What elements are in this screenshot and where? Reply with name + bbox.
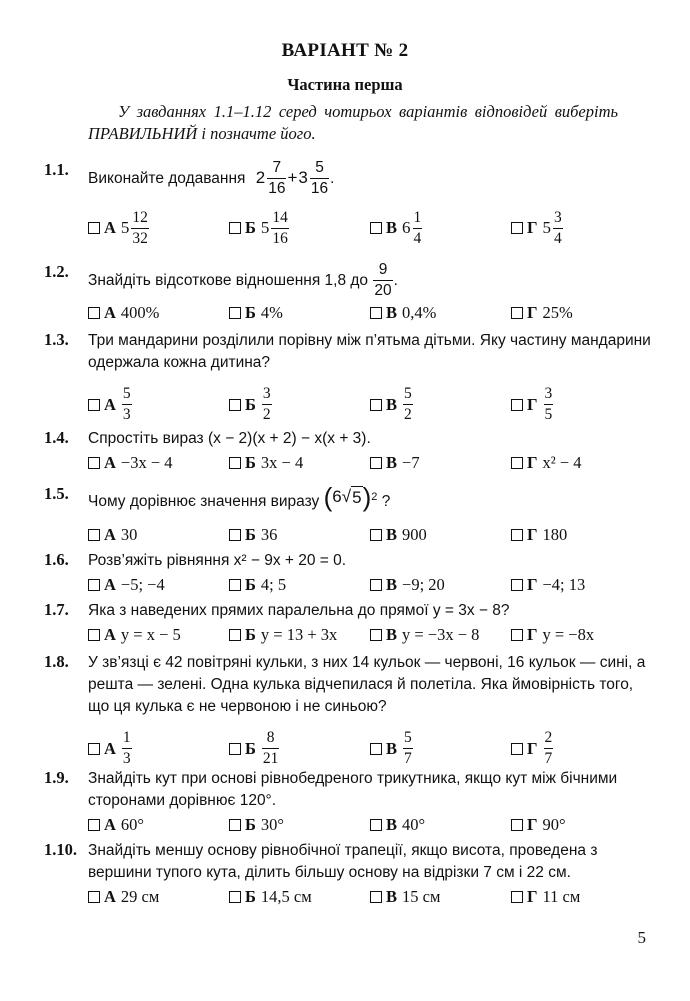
option-d[interactable]: Г 90° <box>511 815 566 835</box>
checkbox[interactable] <box>511 629 523 641</box>
option-a[interactable]: А 60° <box>88 815 144 835</box>
checkbox[interactable] <box>88 529 100 541</box>
option-c[interactable]: В y = −3x − 8 <box>370 625 479 645</box>
option-c[interactable]: В −9; 20 <box>370 575 445 595</box>
checkbox[interactable] <box>511 399 523 411</box>
checkbox[interactable] <box>370 222 382 234</box>
checkbox[interactable] <box>511 819 523 831</box>
answer-options <box>88 525 654 549</box>
task-1-7 <box>44 600 654 649</box>
option-d[interactable]: Г 25% <box>511 303 573 323</box>
checkbox[interactable] <box>229 222 241 234</box>
task-number: 1.4. <box>44 428 69 447</box>
checkbox[interactable] <box>370 743 382 755</box>
checkbox[interactable] <box>229 743 241 755</box>
option-d[interactable]: Г $\frac{3}{5}$ <box>511 386 554 424</box>
checkbox[interactable] <box>229 307 241 319</box>
task-text: Знайдіть меншу основу рівнобічної трапеції, якщо висота, проведена з вершини тупого кута, ділить більшу основу на відрізки 7 см і 22 см. <box>88 842 598 881</box>
option-a[interactable]: А y = x − 5 <box>88 625 181 645</box>
task-1-10 <box>44 840 654 911</box>
checkbox[interactable] <box>370 891 382 903</box>
option-c[interactable]: В 40° <box>370 815 425 835</box>
option-b[interactable]: Б 30° <box>229 815 284 835</box>
checkbox[interactable] <box>88 629 100 641</box>
option-d[interactable]: Г 180 <box>511 525 567 545</box>
task-text: Виконайте додавання <box>88 169 246 187</box>
option-b[interactable]: Б $\frac{3}{2}$ <box>229 386 273 424</box>
page-number: 5 <box>637 928 646 947</box>
checkbox[interactable] <box>511 579 523 591</box>
option-a[interactable]: А 29 см <box>88 887 159 907</box>
option-c[interactable]: В 900 <box>370 525 427 545</box>
answer-options <box>88 625 654 649</box>
task-number: 1.6. <box>44 550 69 569</box>
answer-options <box>88 303 654 327</box>
task-text: Яка з наведених прямих паралельна до прямої y = 3x − 8? <box>88 602 510 619</box>
option-d[interactable]: Г −4; 13 <box>511 575 585 595</box>
option-b[interactable]: Б 5 $\frac{14}{16}$ <box>229 210 290 248</box>
option-a[interactable]: А −3x − 4 <box>88 453 173 473</box>
checkbox[interactable] <box>229 819 241 831</box>
instructions: У завданнях 1.1–1.12 серед чотирьох варіантів відповідей виберіть ПРАВИЛЬНИЙ і позначте його. <box>88 102 618 143</box>
answer-options <box>88 575 654 599</box>
option-d[interactable]: Г x² − 4 <box>511 453 582 473</box>
task-1-2: 1.2. Знайдіть відсоткове відношення 1,8 до $\frac{9}{20}$ . А 400% Б 4% В 0,4% Г 25% <box>44 262 654 327</box>
option-c[interactable]: В 6 $\frac{1}{4}$ <box>370 210 423 248</box>
radical-expression: ( 6 √ 5 ) 2 <box>323 482 378 512</box>
task-1-5: 1.5. Чому дорівнює значення виразу ( 6 √ 5 ) 2 ? А 30 Б 36 В 900 Г 180 <box>44 484 654 549</box>
checkbox[interactable] <box>511 307 523 319</box>
checkbox[interactable] <box>229 457 241 469</box>
option-d[interactable]: Г 5 $\frac{3}{4}$ <box>511 210 564 248</box>
checkbox[interactable] <box>88 743 100 755</box>
part-subtitle: Частина перша <box>287 75 403 94</box>
checkbox[interactable] <box>229 399 241 411</box>
option-b[interactable]: Б 3x − 4 <box>229 453 303 473</box>
checkbox[interactable] <box>370 529 382 541</box>
checkbox[interactable] <box>370 457 382 469</box>
task-text: Розв’яжіть рівняння x² − 9x + 20 = 0. <box>88 552 347 569</box>
checkbox[interactable] <box>88 222 100 234</box>
task-text: Спростіть вираз (x − 2)(x + 2) − x(x + 3). <box>88 430 371 447</box>
task-number: 1.1. <box>44 160 69 179</box>
option-d[interactable]: Г $\frac{2}{7}$ <box>511 730 554 768</box>
option-a[interactable]: А −5; −4 <box>88 575 165 595</box>
checkbox[interactable] <box>88 891 100 903</box>
option-a[interactable]: А 30 <box>88 525 137 545</box>
option-b[interactable]: Б $\frac{8}{21}$ <box>229 730 280 768</box>
task-number: 1.2. <box>44 262 69 281</box>
variant-title: ВАРІАНТ № 2 <box>281 40 409 61</box>
checkbox[interactable] <box>511 743 523 755</box>
task-number: 1.5. <box>44 484 69 503</box>
checkbox[interactable] <box>88 579 100 591</box>
checkbox[interactable] <box>88 399 100 411</box>
checkbox[interactable] <box>88 819 100 831</box>
checkbox[interactable] <box>88 307 100 319</box>
checkbox[interactable] <box>229 529 241 541</box>
task-text: Знайдіть відсоткове відношення 1,8 до <box>88 271 369 289</box>
task-1-3 <box>44 330 654 434</box>
option-c[interactable]: В 15 см <box>370 887 440 907</box>
task-number: 1.3. <box>44 330 69 349</box>
option-d[interactable]: Г y = −8x <box>511 625 594 645</box>
checkbox[interactable] <box>511 222 523 234</box>
checkbox[interactable] <box>511 457 523 469</box>
option-c[interactable]: В $\frac{5}{2}$ <box>370 386 414 424</box>
option-c[interactable]: В 0,4% <box>370 303 436 323</box>
checkbox[interactable] <box>511 891 523 903</box>
checkbox[interactable] <box>370 307 382 319</box>
checkbox[interactable] <box>370 579 382 591</box>
checkbox[interactable] <box>370 399 382 411</box>
option-a[interactable]: А 5 $\frac{12}{32}$ <box>88 210 150 248</box>
task-number: 1.7. <box>44 600 69 619</box>
option-b[interactable]: Б 14,5 см <box>229 887 312 907</box>
task-number: 1.10. <box>44 840 77 859</box>
option-b[interactable]: Б 4% <box>229 303 283 323</box>
answer-options <box>88 815 654 839</box>
option-b[interactable]: Б 4; 5 <box>229 575 286 595</box>
answer-options <box>88 384 654 434</box>
option-b[interactable]: Б 36 <box>229 525 277 545</box>
checkbox[interactable] <box>229 891 241 903</box>
checkbox[interactable] <box>370 819 382 831</box>
task-1-4 <box>44 428 654 477</box>
checkbox[interactable] <box>88 457 100 469</box>
option-c[interactable]: В −7 <box>370 453 420 473</box>
checkbox[interactable] <box>229 629 241 641</box>
answer-options <box>88 208 654 258</box>
task-text: Три мандарини розділили порівну між п’ятьма дітьми. Яку частину мандарини одержала кожна дитина? <box>88 332 651 371</box>
checkbox[interactable] <box>229 579 241 591</box>
task-text: Чому дорівнює значення виразу <box>88 493 320 510</box>
option-b[interactable]: Б y = 13 + 3x <box>229 625 337 645</box>
answer-options <box>88 453 654 477</box>
task-1-8 <box>44 652 654 778</box>
task-number: 1.8. <box>44 652 69 671</box>
task-1-1: 1.1. Виконайте додавання 2 $\frac{7}{16}$ +3 $\frac{5}{16}$ . А 5 $\frac{12}{32}$ Б 5 $\frac{14}{16}$ В 6 $\frac{1}{4}$ Г 5 $\frac{3}{4}$ <box>44 160 654 258</box>
option-a[interactable]: А $\frac{5}{3}$ <box>88 386 133 424</box>
checkbox[interactable] <box>370 629 382 641</box>
answer-options <box>88 887 654 911</box>
task-1-6 <box>44 550 654 599</box>
option-a[interactable]: А 400% <box>88 303 159 323</box>
option-a[interactable]: А $\frac{1}{3}$ <box>88 730 133 768</box>
option-d[interactable]: Г 11 см <box>511 887 580 907</box>
task-number: 1.9. <box>44 768 69 787</box>
task-text: У зв’язці є 42 повітряні кульки, з них 14 кульок — червоні, 16 кульок — сині, а решта — зелені. Одна кулька відчепилася й полетіла. Яка ймовірність того, що ця кулька є не червоною і не синьою? <box>88 654 646 715</box>
option-c[interactable]: В $\frac{5}{7}$ <box>370 730 414 768</box>
task-text: Знайдіть кут при основі рівнобедреного трикутника, якщо кут між бічними сторонами дорівнює 120°. <box>88 770 618 809</box>
checkbox[interactable] <box>511 529 523 541</box>
task-1-9 <box>44 768 654 839</box>
